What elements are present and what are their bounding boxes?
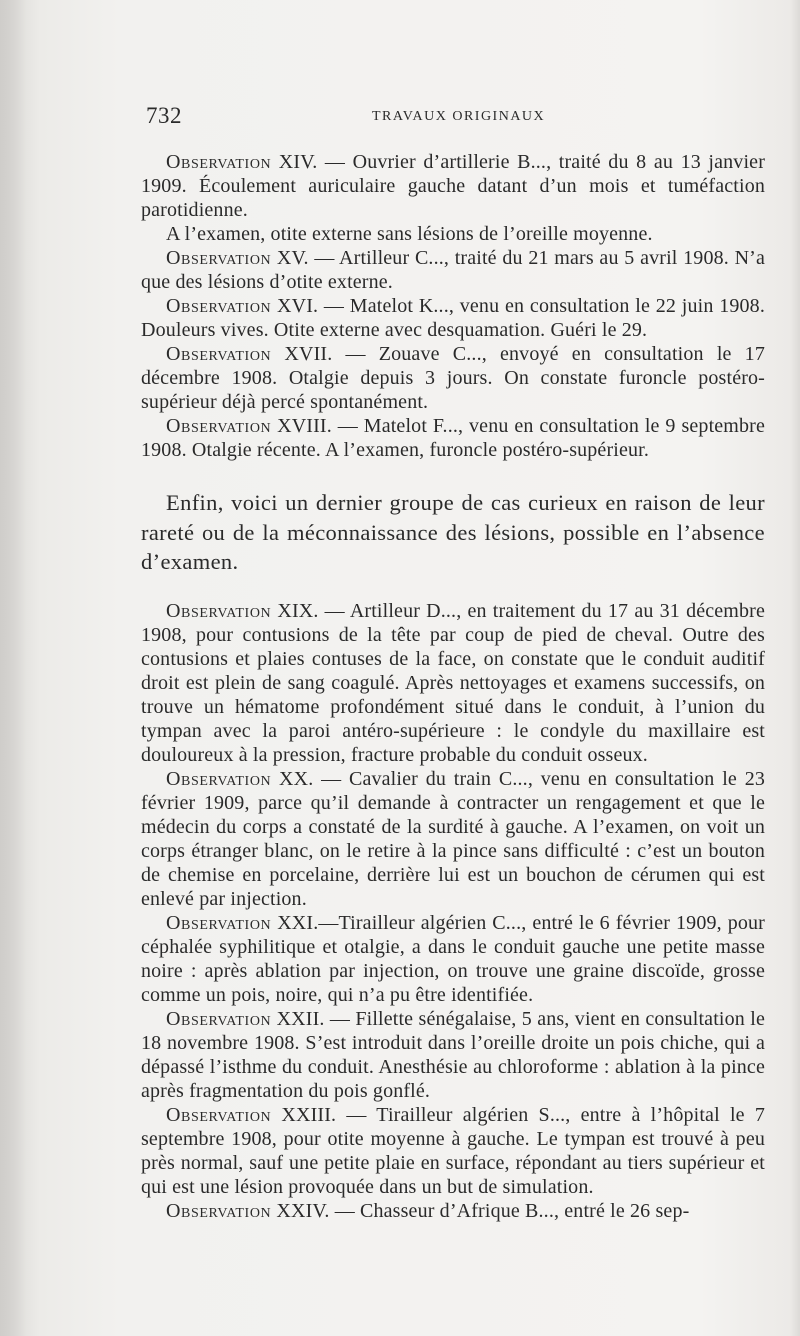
section-intro-paragraph [141, 488, 765, 577]
observation-text: XXIII. — Tirailleur algérien S..., entre à l’hôpital le 7 septembre 1908, pour otite moyenne à gauche. Le tympan est trouvé à peu près normal, sauf une petite plaie en surface, répondant au tiers supérieur et qui est une lésion provoquée dans un but de simulation. [141, 1103, 765, 1198]
observation-label: Observation [166, 247, 272, 269]
observation-14 [141, 150, 765, 222]
page-gutter-shadow [0, 0, 26, 1336]
observation-text: XVIII. — Matelot F..., venu en consultation le 9 septembre 1908. Otalgie récente. A l’examen, furoncle postéro-supérieur. [141, 415, 765, 461]
observation-text: XIX. — Artilleur D..., en traitement du 17 au 31 décembre 1908, pour contusions de la tête par coup de pied de cheval. Outre des contusions et plaies contuses de la face, on constate que le conduit auditif droit est plein de sang coagulé. Après nettoyages et examens successifs, on trouve un hématome profondément situé dans le conduit, à l’union du tympan avec la paroi antéro-supérieure : le condyle du maxillaire est douloureux à la pression, fracture probable du conduit osseux. [141, 599, 765, 766]
observation-18 [141, 414, 765, 462]
observation-label: Observation [166, 151, 272, 173]
observation-22 [141, 1007, 765, 1103]
observation-label: Observation [166, 767, 272, 790]
observation-text: XXI.—Tirailleur algérien C..., entré le 6 février 1909, pour céphalée syphilitique et otalgie, a dans le conduit gauche une petite masse noire : après ablation par injection, on trouve une graine discoïde, grosse comme un pois, noire, qui n’a pu être identifiée. [141, 911, 765, 1006]
observation-text: XVII. — Zouave C..., envoyé en consultation le 17 décembre 1908. Otalgie depuis 3 jours. On constate furoncle postéro-supérieur déjà percé spontanément. [141, 343, 765, 413]
observation-16 [141, 294, 765, 342]
observation-label: Observation [166, 1007, 272, 1030]
observation-text: XVI. — Matelot K..., venu en consultation le 22 juin 1908. Douleurs vives. Otite externe avec desquamation. Guéri le 29. [141, 295, 765, 341]
observation-17 [141, 342, 765, 414]
observation-20 [141, 767, 765, 911]
observation-label: Observation [166, 911, 272, 934]
observation-15 [141, 246, 765, 294]
observation-text: XIV. — Ouvrier d’artillerie B..., traité du 8 au 13 janvier 1909. Écoulement auriculaire gauche datant d’un mois et tuméfaction parotidienne. [141, 151, 765, 221]
observation-19 [141, 599, 765, 767]
observation-23 [141, 1103, 765, 1199]
observation-label: Observation [166, 1199, 272, 1222]
page-header [146, 103, 766, 137]
observation-text: XX. — Cavalier du train C..., venu en consultation le 23 février 1909, parce qu’il demande à contracter un rengagement et que le médecin du corps a constaté de la surdité à gauche. A l’examen, on voit un corps étranger blanc, on le retire à la pince sans difficulté : c’est un bouton de chemise en porcelaine, derrière lui est un bouchon de cérumen qui est enlevé par injection. [141, 767, 765, 910]
observation-label: Observation [166, 295, 272, 317]
paragraph-text: Enfin, voici un dernier groupe de cas curieux en raison de leur rareté ou de la méconnaissance des lésions, possible en l’absence d’examen. [141, 490, 765, 574]
observation-21 [141, 911, 765, 1007]
observation-24 [141, 1199, 765, 1223]
observation-text: XV. — Artilleur C..., traité du 21 mars au 5 avril 1908. N’a que des lésions d’otite externe. [141, 247, 765, 293]
page-body [141, 150, 765, 1270]
running-head: TRAVAUX ORIGINAUX [372, 109, 546, 124]
page-number: 732 [146, 103, 182, 128]
observation-text: XXIV. — Chasseur d’Afrique B..., entré le 26 sep- [271, 1199, 690, 1222]
observation-14-exam [141, 222, 765, 246]
observation-label: Observation [166, 1103, 272, 1126]
observation-text: XXII. — Fillette sénégalaise, 5 ans, vient en consultation le 18 novembre 1908. S’est introduit dans l’oreille droite un pois chiche, qui a dépassé l’isthme du conduit. Anesthésie au chloroforme : ablation à la pince après fragmentation du pois gonflé. [141, 1007, 765, 1102]
observation-label: Observation [166, 343, 272, 365]
observation-label: Observation [166, 599, 272, 622]
paragraph-text: A l’examen, otite externe sans lésions de l’oreille moyenne. [166, 223, 653, 245]
observation-label: Observation [166, 415, 272, 437]
